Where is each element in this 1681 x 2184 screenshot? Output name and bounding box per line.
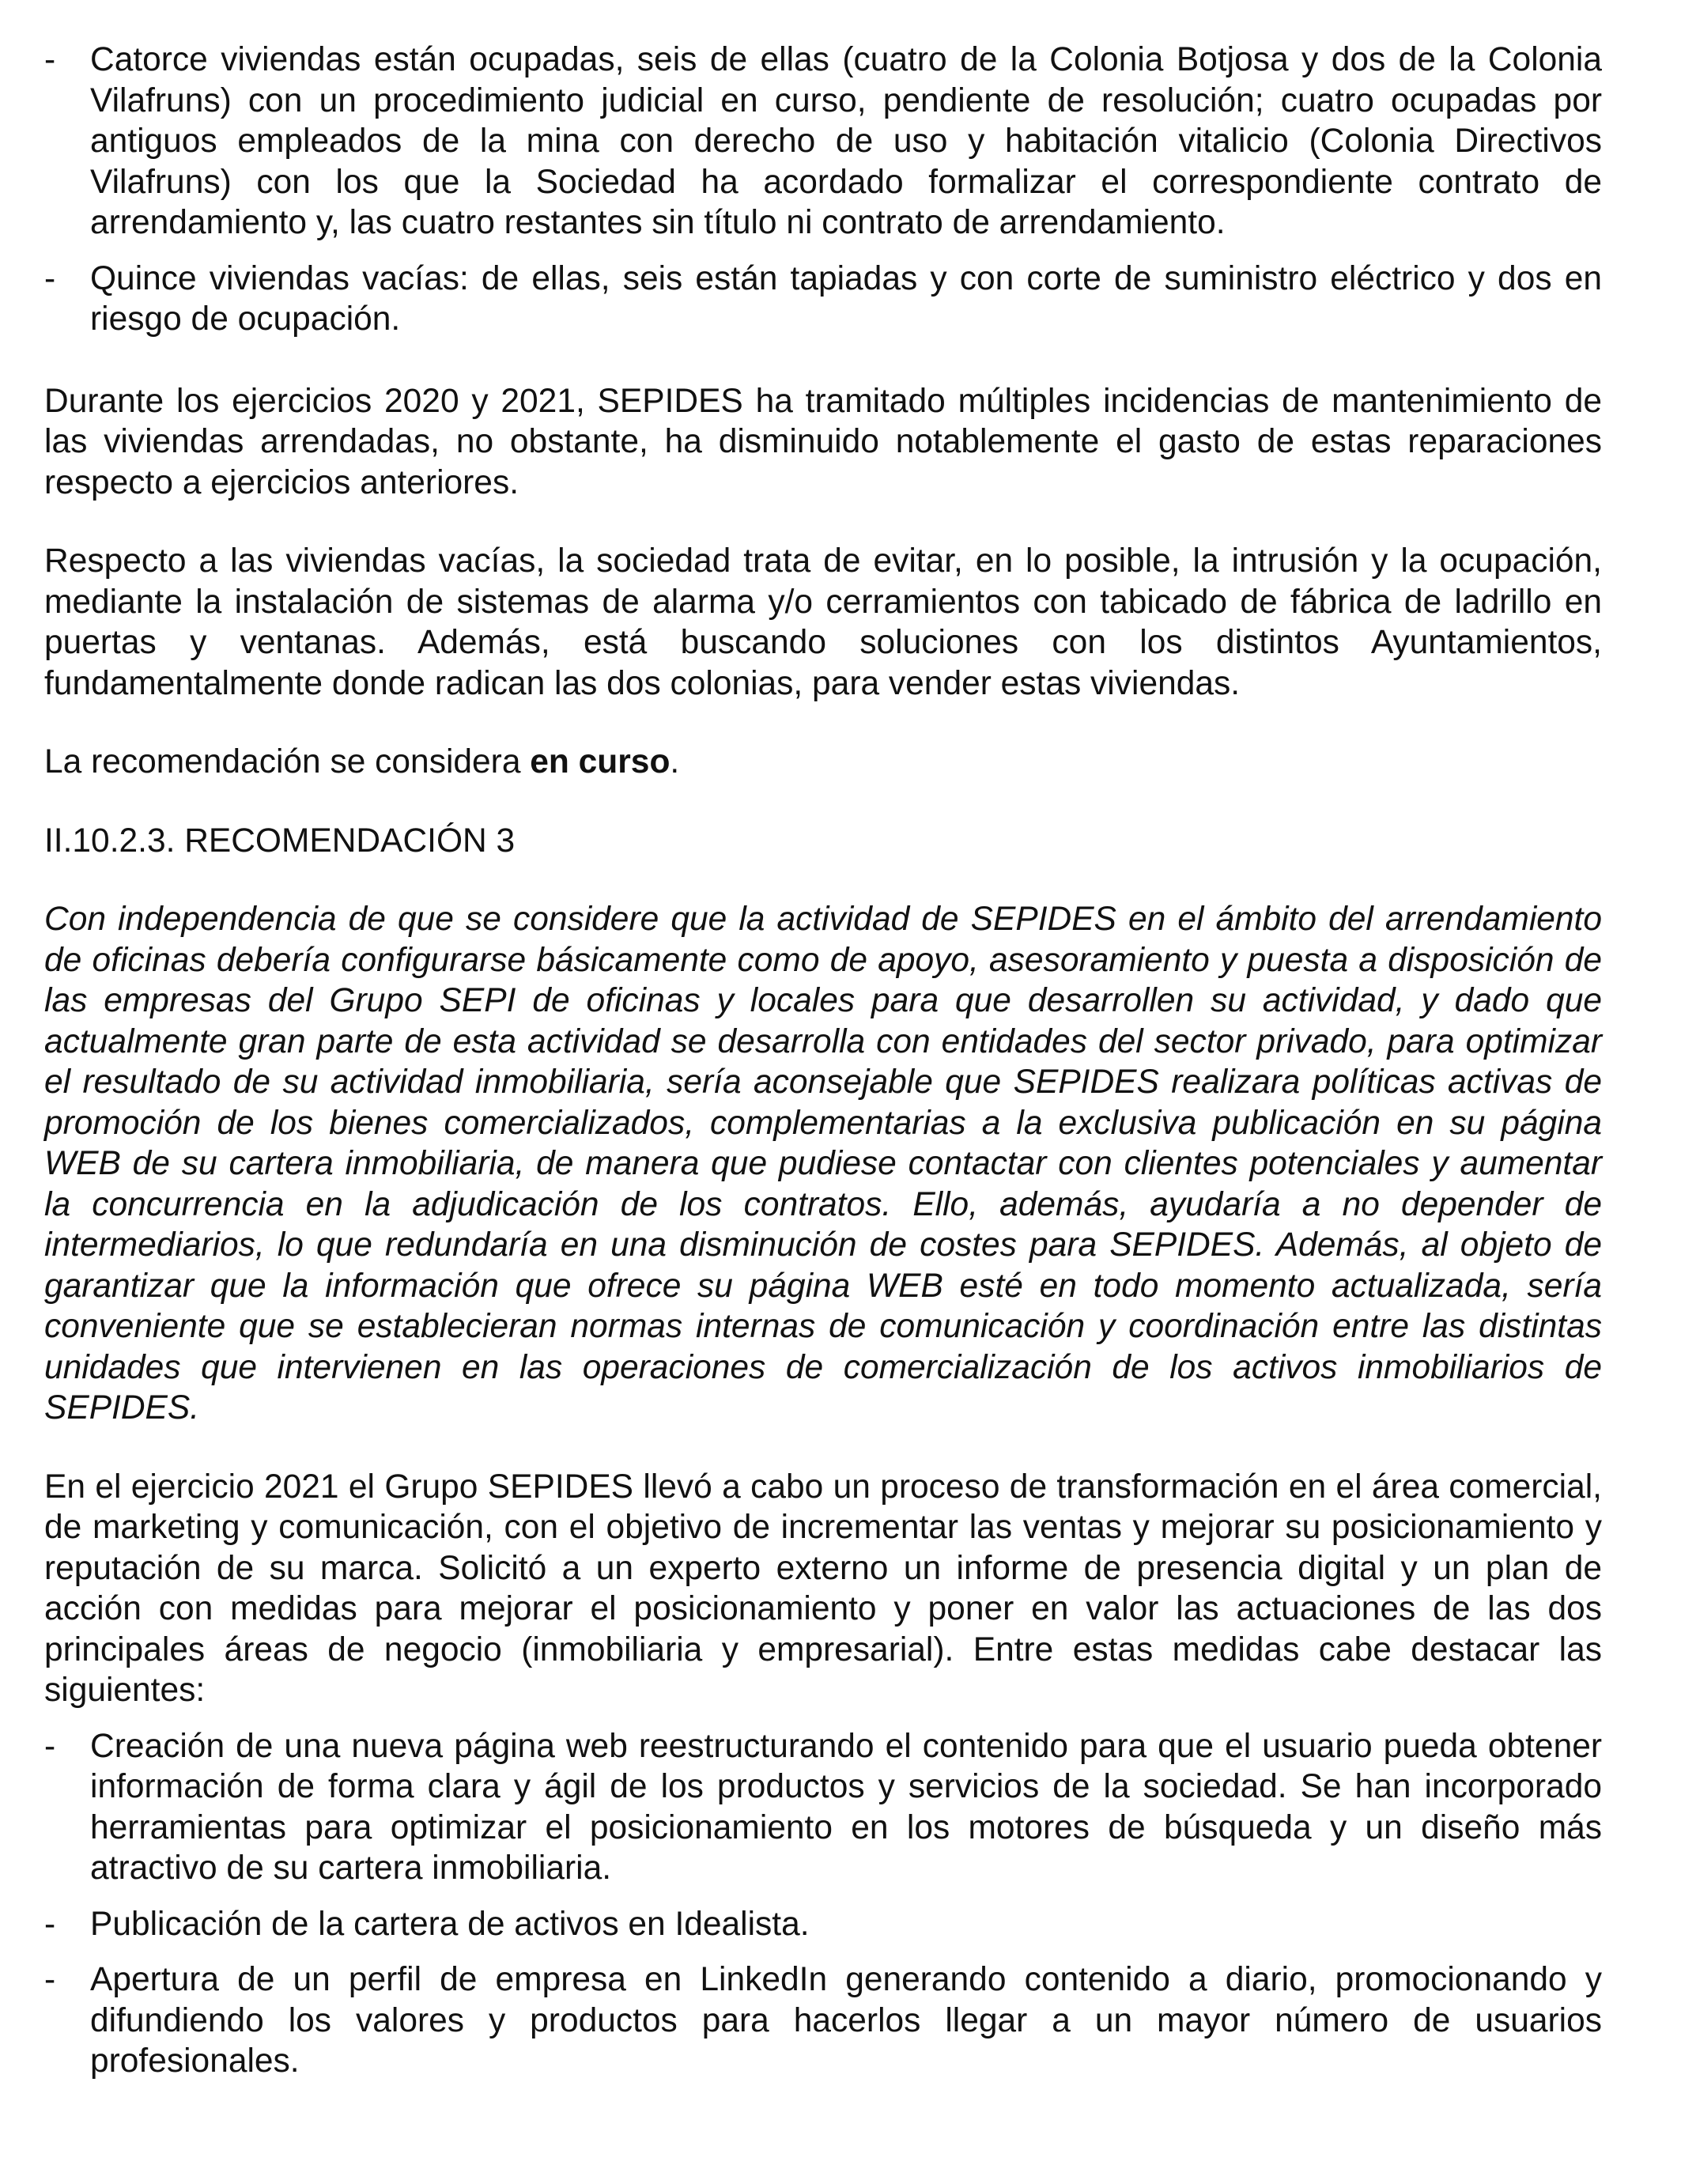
recommendation-status (44, 742, 1602, 783)
bullet-dash: - (44, 259, 56, 297)
bullet-item (44, 40, 1602, 244)
bullet-dash: - (44, 1961, 56, 1998)
bullet-text: Creación de una nueva página web reestructurando el contenido para que el usuario pueda obtener información de forma clara y ágil de los productos y servicios de la sociedad. Se han incorporado herramientas para optimizar el posicionamiento en los motores de búsqueda y un diseño más atractivo de su cartera inmobiliaria. (90, 1727, 1602, 1887)
bullet-text: Quince viviendas vacías: de ellas, seis están tapiadas y con corte de suministro eléctrico y dos en riesgo de ocupación. (90, 259, 1602, 338)
bullet-item (44, 1726, 1602, 1889)
recommendation-text: Con independencia de que se considere que la actividad de SEPIDES en el ámbito del arrendamiento de oficinas debería configurarse básicamente como de apoyo, asesoramiento y puesta a disposición de las empresas del Grupo SEPI de oficinas y locales para que desarrollen su actividad, y dado que actualmente gran parte de esta actividad se desarrolla con entidades del sector privado, para optimizar el resultado de su actividad inmobiliaria, sería aconsejable que SEPIDES realizara políticas activas de promoción de los bienes comercializados, complementarias a la exclusiva publicación en su página WEB de su cartera inmobiliaria, de manera que pudiese contactar con clientes potenciales y aumentar la concurrencia en la adjudicación de los contratos. Ello, además, ayudaría a no depender de intermediarios, lo que redundaría en una disminución de costes para SEPIDES. Además, al objeto de garantizar que la información que ofrece su página WEB esté en todo momento actualizada, sería conveniente que se establecieran normas internas de comunicación y coordinación entre las distintas unidades que intervienen en las operaciones de comercialización de los activos inmobiliarios de SEPIDES. (44, 901, 1602, 1426)
bullet-dash: - (44, 41, 56, 78)
status-prefix: La recomendación se considera (44, 743, 531, 780)
status-suffix: . (670, 743, 680, 780)
paragraph-viviendas-vacias: Respecto a las viviendas vacías, la sociedad trata de evitar, en lo posible, la intrusión y la ocupación, mediante la instalación de sistemas de alarma y/o cerramientos con tabicado de fábrica de ladrillo en puertas y ventanas. Además, está buscando soluciones con los distintos Ayuntamientos, fundamentalmente donde radican las dos colonias, para vender estas viviendas. (44, 542, 1602, 702)
bullet-text: Catorce viviendas están ocupadas, seis de ellas (cuatro de la Colonia Botjosa y dos de la Colonia Vilafruns) con un procedimiento judicial en curso, pendiente de resolución; cuatro ocupadas por antiguos empleados de la mina con derecho de uso y habitación vitalicio (Colonia Directivos Vilafruns) con los que la Sociedad ha acordado formalizar el correspondiente contrato de arrendamiento y, las cuatro restantes sin título ni contrato de arrendamiento. (90, 41, 1602, 241)
bullet-dash: - (44, 1905, 56, 1943)
status-value: en curso (530, 743, 671, 780)
bullet-item (44, 1904, 1602, 1945)
bullet-item (44, 259, 1602, 340)
document-page (44, 40, 1602, 2082)
bullet-text: Publicación de la cartera de activos en Idealista. (90, 1905, 810, 1943)
paragraph-2021: En el ejercicio 2021 el Grupo SEPIDES llevó a cabo un proceso de transformación en el área comercial, de marketing y comunicación, con el objetivo de incrementar las ventas y mejorar su posicionamiento y reputación de su marca. Solicitó a un experto externo un informe de presencia digital y un plan de acción con medidas para mejorar el posicionamiento y poner en valor las actuaciones de las dos principales áreas de negocio (inmobiliaria y empresarial). Entre estas medidas cabe destacar las siguientes: (44, 1468, 1602, 1709)
section-heading: II.10.2.3. RECOMENDACIÓN 3 (44, 822, 516, 860)
paragraph-mantenimiento: Durante los ejercicios 2020 y 2021, SEPIDES ha tramitado múltiples incidencias de mantenimiento de las viviendas arrendadas, no obstante, ha disminuido notablemente el gasto de estas reparaciones respecto a ejercicios anteriores. (44, 382, 1602, 501)
bullet-item (44, 1959, 1602, 2082)
bullet-text: Apertura de un perfil de empresa en LinkedIn generando contenido a diario, promocionando y difundiendo los valores y productos para hacerlos llegar a un mayor número de usuarios profesionales. (90, 1961, 1602, 2080)
bullet-dash: - (44, 1727, 56, 1765)
